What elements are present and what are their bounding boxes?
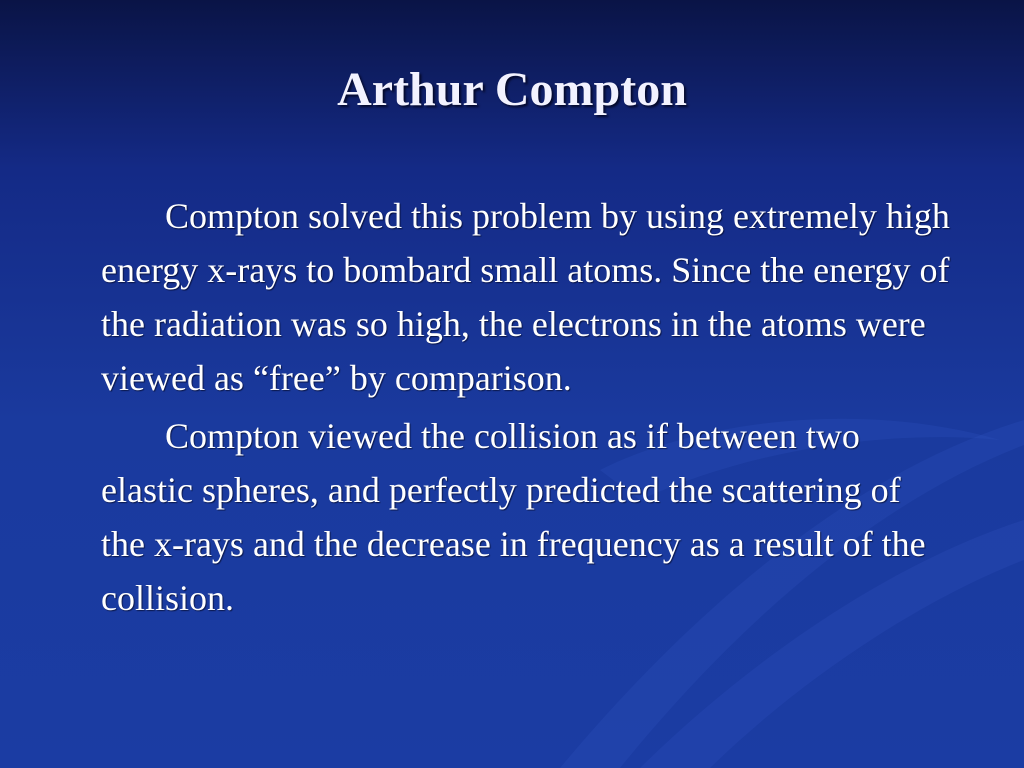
paragraph-compton-solution: Compton solved this problem by using extremely high energy x-rays to bombard small atoms. Since the energy of the radiation was so high, the electrons in the atoms were viewed as “free” by comparison. [101, 196, 950, 398]
paragraph-elastic-collision: Compton viewed the collision as if between two elastic spheres, and perfectly predicted the scattering of the x-rays and the decrease in frequency as a result of the collision. [101, 416, 926, 618]
slide-body [101, 189, 951, 629]
slide-title: Arthur Compton [337, 63, 687, 116]
